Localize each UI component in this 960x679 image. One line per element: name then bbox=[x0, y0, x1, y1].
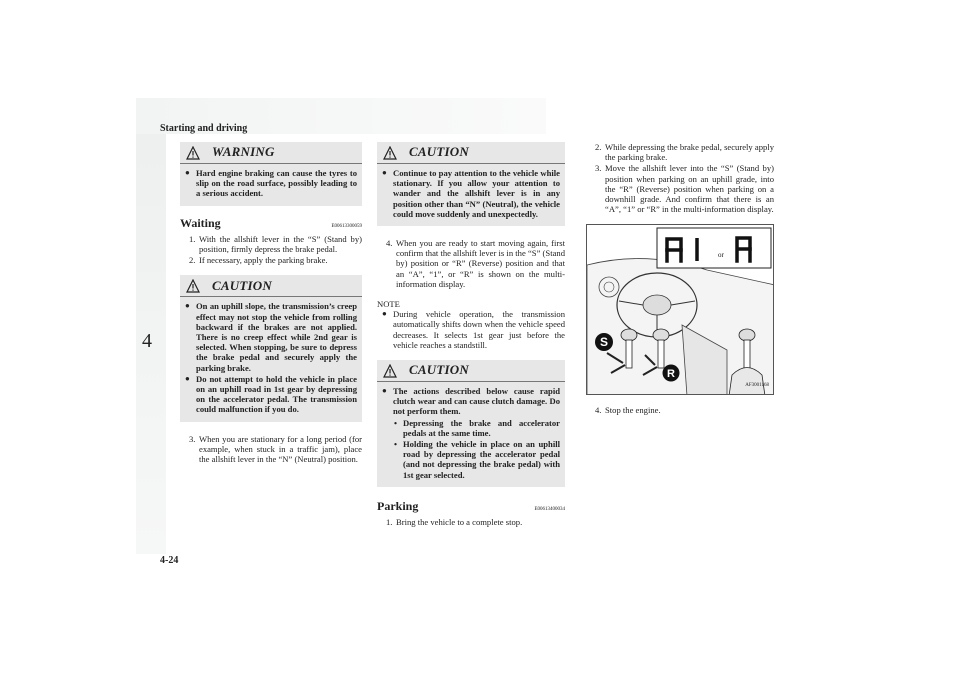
note-label: NOTE bbox=[377, 299, 400, 310]
caution-sub-bullet: • Holding the vehicle in place on an uphill road by depressing the accelerator pedal (and not depressing the brake pedal) with 1st gear selected. bbox=[394, 439, 560, 480]
warning-bullet: ● Hard engine braking can cause the tyres to slip on the road surface, possibly leading to a serious accident. bbox=[185, 168, 357, 199]
caution-title: CAUTION bbox=[409, 362, 469, 378]
warning-triangle-icon bbox=[186, 146, 200, 160]
caution-triangle-icon bbox=[383, 146, 397, 160]
page-number: 4-24 bbox=[160, 555, 179, 566]
svg-text:or: or bbox=[718, 251, 724, 260]
bullet-icon: ● bbox=[185, 373, 190, 383]
column-2 bbox=[377, 142, 565, 528]
caution-box bbox=[377, 360, 565, 487]
caution-bullet: ● The actions described below cause rapid clutch wear and can cause clutch damage. Do not perform them. bbox=[382, 386, 560, 417]
step: 3. When you are stationary for a long period (for example, when stuck in a traffic jam), place the allshift lever in the “N” (Neutral) position. bbox=[189, 433, 362, 465]
step: 1. With the allshift lever in the “S” (Stand by) position, firmly depress the brake pedal. bbox=[189, 233, 362, 255]
parking-heading: Parking E00613400034 bbox=[377, 501, 565, 515]
caution-triangle-icon bbox=[186, 279, 200, 293]
illustration-code: AF3001168 bbox=[745, 383, 769, 389]
step: 3. Move the allshift lever into the “S” (Stand by) position when parking on an uphill grade, into the “R” (Reverse) position when parking on a downhill grade. And confirm that there is an “A”, “1” or “R” in the multi-information display. bbox=[595, 163, 774, 215]
bullet-icon: ● bbox=[382, 168, 387, 177]
caution-bullet: ● Do not attempt to hold the vehicle in place on an uphill road in 1st gear by depressing on the accelerator pedal. The transmission could malfunction if you do. bbox=[185, 373, 357, 415]
note: ● During vehicle operation, the transmission automatically shifts down when the vehicle speed decreases. It selects 1st gear just before the vehicle reaches a standstill. bbox=[382, 309, 565, 350]
heading-code: E00613300059 bbox=[331, 223, 362, 229]
caution-title: CAUTION bbox=[212, 277, 272, 293]
column-3 bbox=[586, 142, 774, 417]
step: 4. When you are ready to start moving again, first confirm that the allshift lever is in the “S” (Stand by) position or “R” (Reverse) position and that an “A”, “1”, or “R” is shown on the multi-information display. bbox=[386, 238, 565, 289]
caution-sub-bullet: • Depressing the brake and accelerator pedals at the same time. bbox=[394, 417, 560, 438]
chapter-number: 4 bbox=[142, 330, 152, 352]
warning-title: WARNING bbox=[212, 144, 275, 160]
section-title: Starting and driving bbox=[160, 123, 248, 134]
svg-text:S: S bbox=[599, 335, 609, 350]
bullet-icon: ● bbox=[185, 301, 190, 311]
caution-triangle-icon bbox=[383, 364, 397, 378]
caution-bullet: ● Continue to pay attention to the vehicle while stationary. If you allow your attention to wander and the allshift lever is in any position other than “N” (Neutral), the vehicle could move suddenly and unexpectedly. bbox=[382, 168, 560, 219]
waiting-heading: Waiting E00613300059 bbox=[180, 218, 362, 232]
bullet-icon: ● bbox=[382, 386, 387, 396]
heading-code: E00613400034 bbox=[534, 506, 565, 512]
step: 1. Bring the vehicle to a complete stop. bbox=[386, 517, 523, 528]
step: 4. Stop the engine. bbox=[595, 405, 661, 416]
step: 2. If necessary, apply the parking brake. bbox=[189, 255, 328, 266]
step: 2. While depressing the brake pedal, securely apply the parking brake. bbox=[595, 142, 774, 163]
caution-box bbox=[377, 142, 565, 226]
bullet-icon: ● bbox=[185, 168, 190, 177]
allshift-illustration bbox=[586, 224, 774, 395]
caution-bullet: ● On an uphill slope, the transmission’s creep effect may not stop the vehicle from rolling backward if the brakes are not applied. There is no creep effect while 2nd gear is selected. When stopping, be sure to depress the brake pedal and securely apply the parking brake. bbox=[185, 301, 357, 373]
svg-text:R: R bbox=[667, 368, 675, 381]
column-1 bbox=[180, 142, 362, 465]
bullet-icon: ● bbox=[382, 309, 387, 319]
caution-box bbox=[180, 275, 362, 421]
warning-box bbox=[180, 142, 362, 206]
caution-title: CAUTION bbox=[409, 144, 469, 160]
